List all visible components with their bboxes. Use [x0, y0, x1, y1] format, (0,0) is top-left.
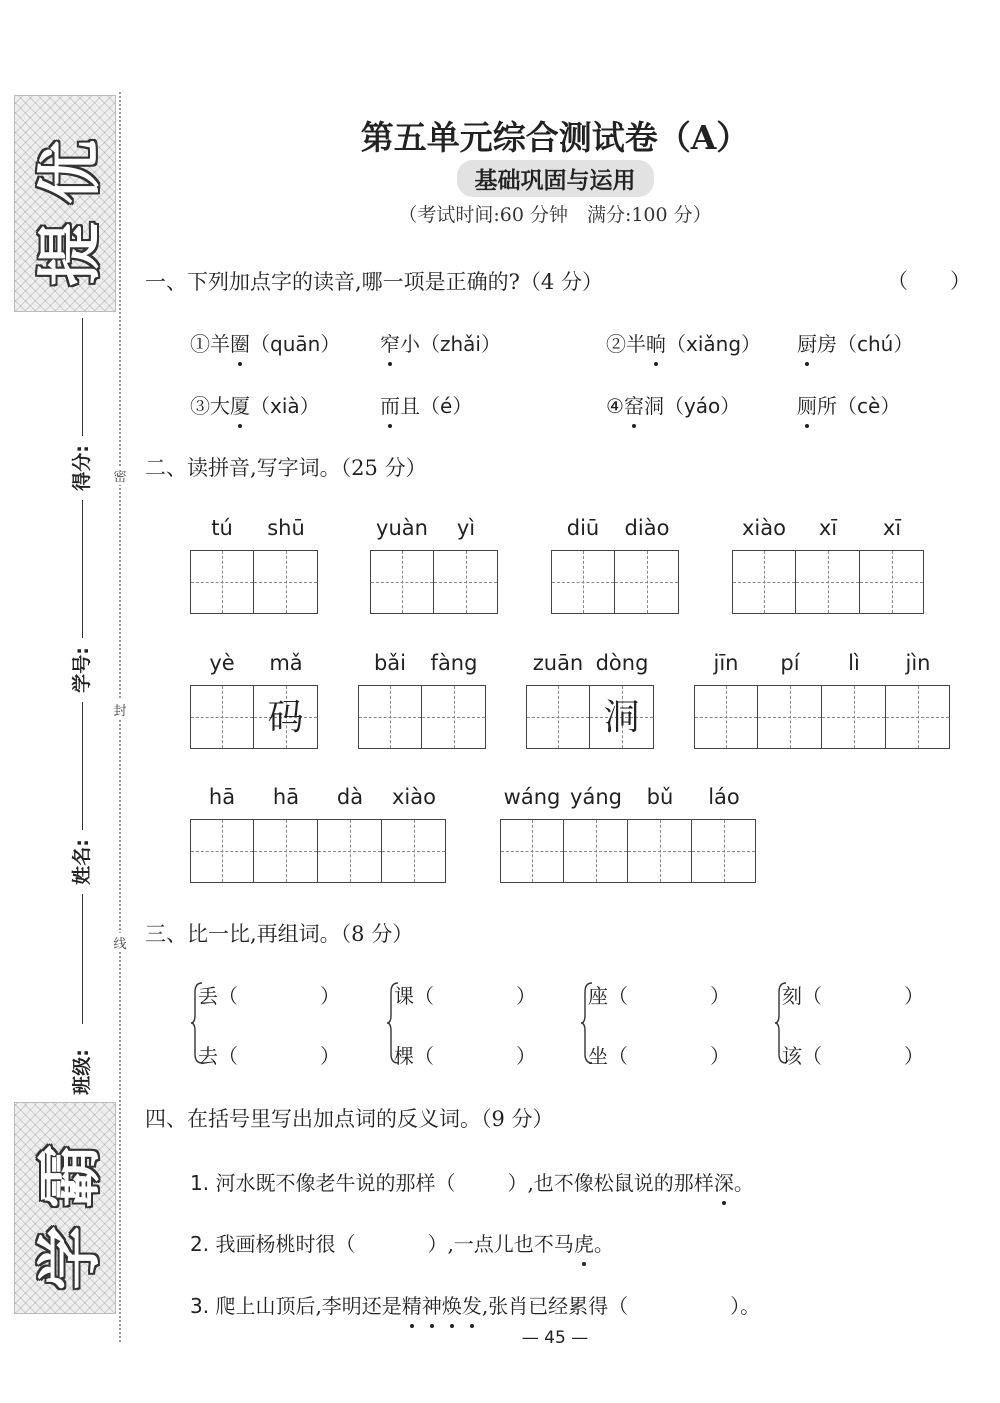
compare-char: 座: [588, 984, 608, 1008]
q4-item-number: 3.: [190, 1294, 210, 1318]
dotted-char: 厨: [797, 328, 817, 357]
pinyin-word: [358, 651, 486, 749]
q1-option: [190, 390, 320, 419]
tianzige-grid: [190, 550, 318, 614]
q4-item-text: 。: [733, 1171, 754, 1195]
paren: ）: [516, 984, 536, 1008]
dotted-word: 虎: [574, 1228, 594, 1257]
q4-item-text: ）。: [730, 1294, 761, 1318]
pinyin-row: [190, 651, 318, 679]
pinyin-row: [370, 516, 498, 544]
q1-option: [606, 328, 761, 357]
answer-blank[interactable]: （: [218, 984, 238, 1008]
compare-char: 去: [198, 1044, 218, 1068]
pinyin-syllable: pí: [780, 651, 800, 675]
pinyin-syllable: jìn: [905, 651, 931, 675]
q4-item-number: 2.: [190, 1232, 210, 1256]
writing-cell[interactable]: [732, 550, 796, 614]
answer-blank[interactable]: （: [414, 1044, 434, 1068]
writing-cell[interactable]: [358, 685, 422, 749]
compare-row: [588, 1040, 730, 1069]
answer-blank[interactable]: （: [218, 1044, 238, 1068]
compare-row: [198, 980, 340, 1009]
paren: ）: [320, 984, 340, 1008]
q4-item-1: [190, 1167, 754, 1196]
tianzige-grid: [732, 550, 924, 614]
dotted-char: 窄: [380, 328, 400, 357]
pinyin-row: [500, 785, 756, 813]
answer-blank[interactable]: （: [608, 984, 628, 1008]
tianzige-grid: [694, 685, 950, 749]
pinyin-row: [551, 516, 679, 544]
paren: ）: [320, 332, 341, 356]
writing-cell[interactable]: [190, 819, 254, 883]
compare-row: [782, 980, 924, 1009]
pinyin-row: [694, 651, 950, 679]
dotted-char: 厦: [230, 390, 250, 419]
subtitle-wrapper: [0, 160, 1000, 197]
compare-row: [394, 980, 536, 1009]
compare-row: [198, 1040, 340, 1069]
tianzige-grid: [526, 685, 654, 749]
pinyin-word: [190, 516, 318, 614]
q3-heading: 三、比一比,再组词。（8 分）: [145, 922, 414, 946]
writing-cell[interactable]: [500, 819, 564, 883]
compare-char: 课: [394, 984, 414, 1008]
dotted-char: 窑: [624, 390, 644, 419]
tianzige-grid: [370, 550, 498, 614]
paren: ）: [904, 1044, 924, 1068]
option-pinyin: xià: [270, 394, 300, 418]
paren: ）: [320, 1044, 340, 1068]
writing-cell[interactable]: [822, 685, 886, 749]
writing-cell[interactable]: [551, 550, 615, 614]
given-char: 码: [267, 697, 304, 738]
option-pinyin: cè: [857, 394, 881, 418]
student-id-label: 学号:: [71, 647, 93, 693]
writing-cell[interactable]: [694, 685, 758, 749]
dotted-char: 晌: [646, 328, 666, 357]
q4-item-text: 河水既不像老牛说的那样（: [215, 1171, 456, 1195]
pinyin-word: [526, 651, 654, 749]
option-pinyin: chú: [857, 332, 894, 356]
q1-option: [380, 390, 472, 419]
answer-blank[interactable]: （: [802, 1044, 822, 1068]
pinyin-syllable: dòng: [595, 651, 649, 675]
pinyin-syllable: yè: [209, 651, 235, 675]
tianzige-grid: [551, 550, 679, 614]
pinyin-syllable: yì: [456, 516, 476, 540]
pinyin-syllable: bǎi: [373, 651, 407, 675]
q4-item-text: 爬上山顶后,李明还是: [215, 1294, 402, 1318]
paren: （: [837, 394, 857, 418]
q4-item-text: ,张肖已经累得（: [481, 1294, 629, 1318]
q1-option: [797, 390, 900, 419]
pinyin-syllable: mǎ: [269, 651, 303, 675]
page-subtitle: 基础巩固与运用: [457, 160, 654, 197]
q4-item-2: [190, 1228, 614, 1257]
writing-cell[interactable]: [615, 550, 679, 614]
writing-cell[interactable]: [526, 685, 590, 749]
compare-char: 刻: [782, 984, 802, 1008]
paren: ）: [904, 984, 924, 1008]
compare-char: 坐: [588, 1044, 608, 1068]
pinyin-syllable: bǔ: [646, 785, 674, 809]
writing-cell[interactable]: [628, 819, 692, 883]
dotted-char: 精: [402, 1290, 422, 1319]
q1-option: [797, 328, 913, 357]
q4-item-number: 1.: [190, 1171, 210, 1195]
q1-option: [606, 390, 740, 419]
field-line: [82, 500, 83, 638]
compare-pair: [190, 980, 360, 1070]
pinyin-syllable: xī: [882, 516, 902, 540]
q4-item-text: ）,一点儿也不马: [427, 1232, 574, 1256]
q4-item-text: 。: [593, 1232, 614, 1256]
q4-heading: 四、在括号里写出加点词的反义词。（9 分）: [145, 1107, 554, 1131]
paren: ）: [893, 332, 914, 356]
score-label: 得分:: [71, 445, 93, 491]
paren: ）: [741, 332, 762, 356]
tianzige-grid: [500, 819, 756, 883]
option-text: 所: [817, 394, 837, 418]
page-number: — 45 —: [521, 1328, 589, 1348]
dotted-char: 焕: [442, 1290, 462, 1319]
pinyin-syllable: wáng: [503, 785, 561, 809]
class-label: 班级:: [71, 1049, 93, 1095]
paren: ）: [452, 394, 473, 418]
writing-cell[interactable]: [254, 550, 318, 614]
dotted-phrase: [402, 1294, 482, 1318]
field-line: [82, 702, 83, 830]
answer-blank[interactable]: （: [414, 984, 434, 1008]
pinyin-syllable: diào: [624, 516, 670, 540]
tianzige-grid: [190, 819, 446, 883]
dotted-word: 深: [714, 1167, 734, 1196]
writing-cell[interactable]: [382, 819, 446, 883]
dotted-char: 神: [422, 1290, 442, 1319]
dotted-char: 圈: [230, 328, 250, 357]
pinyin-row: [190, 785, 446, 813]
pinyin-syllable: tú: [211, 516, 233, 540]
q4-item-text: ）,也不像松鼠说的那样: [507, 1171, 714, 1195]
pinyin-syllable: xī: [818, 516, 838, 540]
writing-cell[interactable]: [254, 685, 318, 749]
paren: ）: [720, 394, 741, 418]
paren: （: [420, 394, 440, 418]
bottom-decoration-box: [14, 1102, 116, 1314]
pinyin-syllable: shū: [267, 516, 305, 540]
option-text: 房: [817, 332, 837, 356]
top-decoration-text: 提优: [34, 121, 108, 286]
paren: ）: [710, 984, 730, 1008]
pinyin-syllable: diū: [566, 516, 600, 540]
compare-pair: [774, 980, 944, 1070]
compare-row: [782, 1040, 924, 1069]
writing-cell[interactable]: [254, 819, 318, 883]
field-line: [82, 894, 83, 1024]
pinyin-syllable: jīn: [713, 651, 739, 675]
pinyin-syllable: yáng: [570, 785, 622, 809]
given-char: 洞: [603, 697, 640, 738]
option-pinyin: yáo: [683, 394, 721, 418]
q2-heading: 二、读拼音,写字词。（25 分）: [145, 456, 427, 480]
writing-cell[interactable]: [692, 819, 756, 883]
tianzige-grid: [190, 685, 318, 749]
field-line: [82, 318, 83, 436]
paren: ）: [299, 394, 320, 418]
paren: ）: [710, 1044, 730, 1068]
writing-cell[interactable]: [318, 819, 382, 883]
option-pinyin: quān: [270, 332, 321, 356]
pinyin-word: [190, 785, 446, 883]
option-text: ④: [606, 394, 624, 418]
q1-option: [190, 328, 340, 357]
pinyin-syllable: lì: [848, 651, 860, 675]
option-text: 洞: [643, 394, 664, 418]
pinyin-syllable: láo: [708, 785, 740, 809]
writing-cell[interactable]: [190, 685, 254, 749]
compare-pair: [580, 980, 750, 1070]
option-pinyin: xiǎng: [686, 332, 742, 356]
pinyin-syllable: yuàn: [376, 516, 428, 540]
dotted-char: 发: [462, 1290, 482, 1319]
paren: （: [420, 332, 440, 356]
seal-mark-feng: 封: [110, 700, 130, 719]
paren: ）: [880, 394, 901, 418]
paren: （: [666, 332, 686, 356]
writing-cell[interactable]: [590, 685, 654, 749]
pinyin-word: [694, 651, 950, 749]
compare-char: 该: [782, 1044, 802, 1068]
pinyin-row: [190, 516, 318, 544]
option-text: 且: [400, 394, 420, 418]
tianzige-grid: [358, 685, 486, 749]
compare-row: [394, 1040, 536, 1069]
writing-cell[interactable]: [758, 685, 822, 749]
writing-cell[interactable]: [370, 550, 434, 614]
option-text: 小: [400, 332, 420, 356]
option-text: ①羊: [190, 332, 230, 356]
writing-cell[interactable]: [796, 550, 860, 614]
name-label: 姓名:: [71, 839, 93, 885]
q1-heading: 一、下列加点字的读音,哪一项是正确的?（4 分）: [145, 270, 603, 294]
writing-cell[interactable]: [422, 685, 486, 749]
answer-blank[interactable]: （: [608, 1044, 628, 1068]
paren: （: [250, 332, 270, 356]
pinyin-row: [526, 651, 654, 679]
writing-cell[interactable]: [860, 550, 924, 614]
pinyin-row: [732, 516, 924, 544]
pinyin-word: [732, 516, 924, 614]
pinyin-syllable: fàng: [430, 651, 478, 675]
compare-row: [588, 980, 730, 1009]
writing-cell[interactable]: [190, 550, 254, 614]
pinyin-syllable: xiào: [392, 785, 436, 809]
bottom-decoration-text: 学霸: [34, 1126, 108, 1290]
pinyin-word: [370, 516, 498, 614]
seal-mark-mi: 密: [110, 466, 130, 485]
pinyin-syllable: hā: [272, 785, 300, 809]
seal-mark-xian: 线: [110, 933, 130, 952]
compare-char: 棵: [394, 1044, 414, 1068]
paren: （: [250, 394, 270, 418]
pinyin-syllable: zuān: [532, 651, 584, 675]
q1-answer-blank[interactable]: （ ）: [887, 269, 971, 293]
paren: ）: [516, 1044, 536, 1068]
paren: （: [837, 332, 857, 356]
pinyin-word: [551, 516, 679, 614]
writing-cell[interactable]: [564, 819, 628, 883]
q4-item-text: 我画杨桃时很（: [215, 1232, 356, 1256]
compare-pair: [386, 980, 556, 1070]
pinyin-word: [190, 651, 318, 749]
writing-cell[interactable]: [434, 550, 498, 614]
dotted-char: 而: [380, 390, 400, 419]
exam-info: （考试时间:60 分钟 满分:100 分）: [398, 204, 712, 226]
paren: （: [663, 394, 684, 418]
paren: ）: [481, 332, 501, 356]
compare-char: 丢: [198, 984, 218, 1008]
q4-item-3: [190, 1290, 760, 1319]
dotted-char: 厕: [797, 390, 817, 419]
pinyin-word: [500, 785, 756, 883]
pinyin-syllable: xiào: [742, 516, 786, 540]
option-text: ③大: [190, 394, 230, 418]
option-text: ②半: [606, 332, 646, 356]
pinyin-syllable: hā: [208, 785, 236, 809]
answer-blank[interactable]: （: [802, 984, 822, 1008]
pinyin-row: [358, 651, 486, 679]
q1-option: [380, 328, 501, 357]
page-title: 第五单元综合测试卷（A）: [360, 118, 750, 157]
option-pinyin: zhǎi: [440, 332, 481, 356]
writing-cell[interactable]: [886, 685, 950, 749]
option-pinyin: é: [440, 394, 453, 418]
pinyin-syllable: dà: [336, 785, 364, 809]
